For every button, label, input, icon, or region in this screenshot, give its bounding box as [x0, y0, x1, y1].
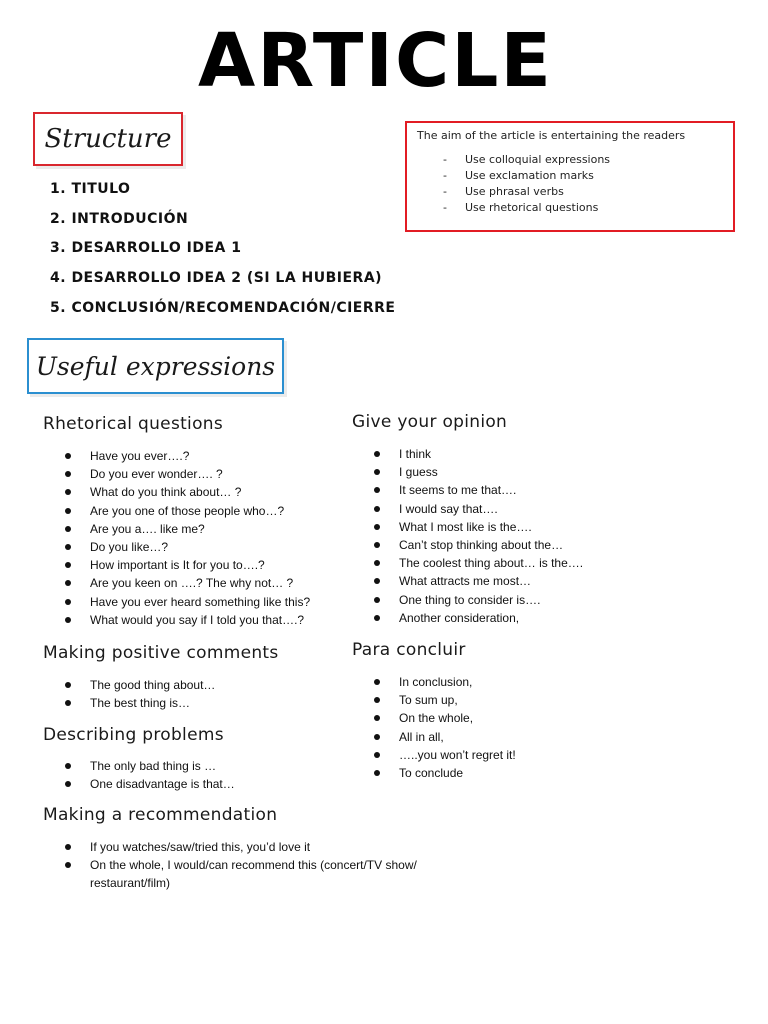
list-item: To conclude [352, 764, 752, 782]
structure-list [50, 178, 396, 326]
aim-item: - Use colloquial expressions [443, 152, 723, 168]
aim-item: - Use exclamation marks [443, 168, 723, 184]
list-item: Have you ever heard something like this? [43, 593, 343, 611]
list-item: Can’t stop thinking about the… [352, 536, 752, 554]
aim-title: The aim of the article is entertaining the readers [417, 129, 686, 142]
list-item: If you watches/saw/tried this, you’d love it [43, 838, 463, 856]
heading-positive: Making positive comments [43, 643, 279, 663]
list-item: Do you like…? [43, 538, 343, 556]
list-item: On the whole, [352, 709, 752, 727]
list-item: Are you keen on ….? The why not… ? [43, 574, 343, 592]
list-item: What attracts me most… [352, 572, 752, 590]
list-item: Another consideration, [352, 609, 752, 627]
structure-item [50, 297, 396, 327]
structure-label: CONCLUSIÓN/RECOMENDACIÓN/CIERRE [71, 299, 396, 316]
list-conclude [352, 673, 752, 782]
list-item: All in all, [352, 728, 752, 746]
list-item: What do you think about… ? [43, 483, 343, 501]
structure-item [50, 267, 396, 297]
list-item: What would you say if I told you that….? [43, 611, 343, 629]
list-item: To sum up, [352, 691, 752, 709]
structure-item [50, 178, 396, 208]
list-item: I think [352, 445, 752, 463]
heading-problems: Describing problems [43, 725, 224, 745]
useful-expressions-tag: Useful expressions [27, 338, 284, 394]
list-item: It seems to me that…. [352, 481, 752, 499]
structure-number: 3. [50, 240, 67, 257]
list-item: How important is It for you to….? [43, 556, 343, 574]
list-item: Do you ever wonder…. ? [43, 465, 343, 483]
aim-item: - Use rhetorical questions [443, 200, 723, 216]
heading-conclude: Para concluir [352, 640, 466, 660]
list-item: The good thing about… [43, 676, 343, 694]
list-item: Are you a…. like me? [43, 520, 343, 538]
structure-number: 1. [50, 181, 67, 197]
list-item: The coolest thing about… is the…. [352, 554, 752, 572]
list-recommendation [43, 838, 463, 893]
list-item: The best thing is… [43, 694, 343, 712]
list-item: Have you ever….? [43, 447, 343, 465]
aim-box [405, 121, 735, 232]
list-item: In conclusion, [352, 673, 752, 691]
heading-recommendation: Making a recommendation [43, 805, 278, 825]
structure-label: DESARROLLO IDEA 1 [71, 240, 242, 257]
list-item: The only bad thing is … [43, 757, 343, 775]
structure-label: DESARROLLO IDEA 2 (SI LA HUBIERA) [71, 270, 383, 287]
list-item: I guess [352, 463, 752, 481]
structure-number: 2. [50, 210, 67, 227]
aim-item: - Use phrasal verbs [443, 184, 723, 200]
list-positive [43, 676, 343, 712]
page-title: ARTICLE [198, 18, 553, 104]
heading-opinion: Give your opinion [352, 412, 508, 432]
heading-rhetorical: Rhetorical questions [43, 414, 224, 434]
structure-item [50, 237, 396, 267]
list-item: I would say that…. [352, 500, 752, 518]
structure-item [50, 208, 396, 238]
list-item: What I most like is the…. [352, 518, 752, 536]
list-opinion [352, 445, 752, 627]
list-item: …..you won’t regret it! [352, 746, 752, 764]
list-item: Are you one of those people who…? [43, 502, 343, 520]
list-problems [43, 757, 343, 793]
structure-label: INTRODUCIÓN [71, 210, 189, 227]
structure-number: 4. [50, 270, 67, 287]
list-item: On the whole, I would/can recommend this (concert/TV show/ restaurant/film) [43, 856, 463, 892]
structure-number: 5. [50, 299, 67, 316]
structure-label: TITULO [71, 181, 131, 197]
aim-list [417, 152, 723, 216]
structure-tag: Structure [33, 112, 183, 166]
list-item: One thing to consider is…. [352, 591, 752, 609]
list-rhetorical [43, 447, 343, 629]
list-item: One disadvantage is that… [43, 775, 343, 793]
